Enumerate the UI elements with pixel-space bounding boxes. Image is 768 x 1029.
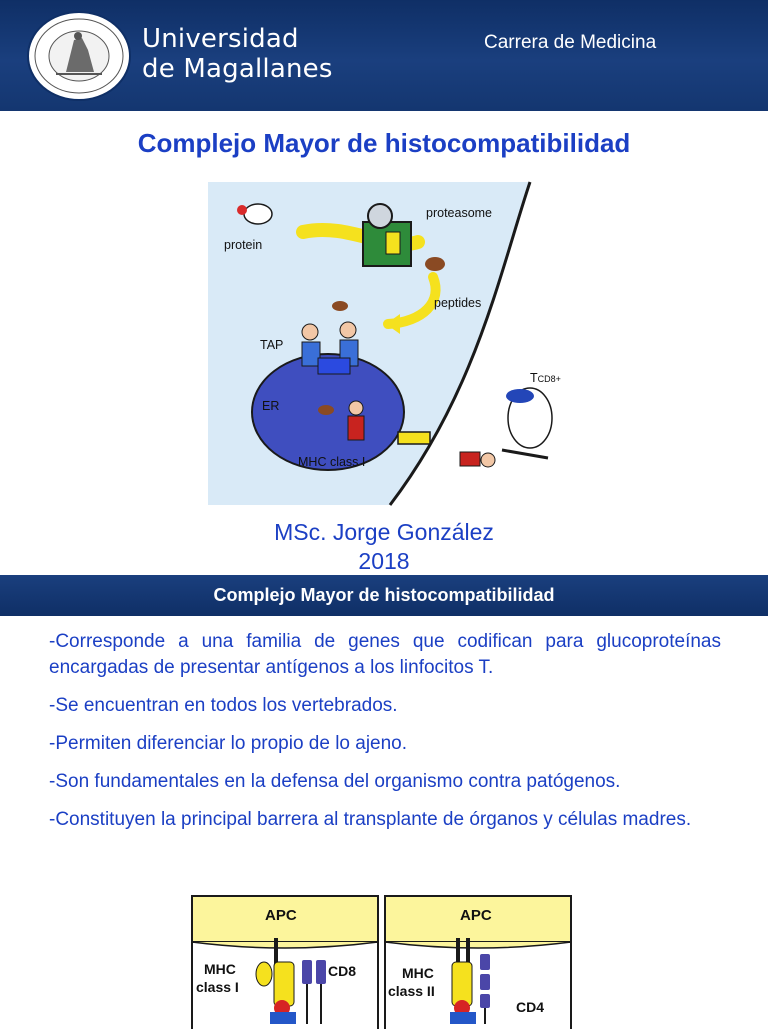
label-peptides: peptides <box>434 296 482 310</box>
bullet-list <box>49 629 721 845</box>
left-mhc-line1: MHC <box>204 961 236 977</box>
label-t-cell-sub: CD8+ <box>537 374 561 384</box>
left-coreceptor-label: CD8 <box>328 963 357 979</box>
left-mhc-line2: class I <box>196 979 239 995</box>
antigen-processing-illustration <box>208 182 561 505</box>
tap-figure-icon <box>302 324 318 340</box>
panel-mhc-class-i <box>192 896 378 1029</box>
bullet-item-5: -Constituyen la principal barrera al transplante de órganos y células madres. <box>49 809 692 830</box>
label-tap: TAP <box>260 338 284 352</box>
slide-title: Complejo Mayor de histocompatibilidad <box>137 128 631 158</box>
bullet-item-2: -Se encuentran en todos los vertebrados. <box>49 695 398 716</box>
right-coreceptor-label: CD4 <box>516 999 545 1015</box>
bullet-item-1: -Corresponde a una familia de genes que codifican para glucoproteínas encargadas de presentar antígenos a los linfocitos T. <box>49 631 721 678</box>
mhc-coreceptor-diagram <box>190 894 575 1024</box>
university-name-line2: de Magallanes <box>142 54 333 84</box>
right-mhc-line1: MHC <box>402 965 434 981</box>
career-label: Carrera de Medicina <box>484 32 657 53</box>
diagram-canvas <box>190 894 575 1024</box>
slide2-title: Complejo Mayor de histocompatibilidad <box>213 585 555 605</box>
label-mhc-class-i: MHC class I <box>298 455 366 469</box>
slide2-title-bar <box>0 575 768 616</box>
slide-header <box>0 0 768 111</box>
university-seal-icon <box>26 10 132 102</box>
left-apc-label: APC <box>265 907 297 924</box>
university-name <box>142 24 333 84</box>
author-block <box>0 518 768 576</box>
mhc-figure-icon <box>349 401 363 415</box>
label-proteasome: proteasome <box>426 206 493 220</box>
label-protein: protein <box>224 238 263 252</box>
university-name-line1: Universidad <box>142 24 299 54</box>
author-year: 2018 <box>358 548 410 574</box>
right-mhc-line2: class II <box>388 983 435 999</box>
label-er: ER <box>262 399 280 413</box>
panel-mhc-class-ii <box>385 896 571 1029</box>
protein-chicken-icon <box>244 204 272 224</box>
bullet-item-3: -Permiten diferenciar lo propio de lo ajeno. <box>49 733 408 754</box>
bullet-item-4: -Son fundamentales en la defensa del organismo contra patógenos. <box>49 771 621 792</box>
right-apc-label: APC <box>460 907 492 924</box>
label-t-cell-main: T <box>530 371 538 385</box>
illustration-canvas <box>208 182 561 505</box>
author-name: MSc. Jorge González <box>274 519 494 545</box>
label-t-cell <box>530 371 561 385</box>
